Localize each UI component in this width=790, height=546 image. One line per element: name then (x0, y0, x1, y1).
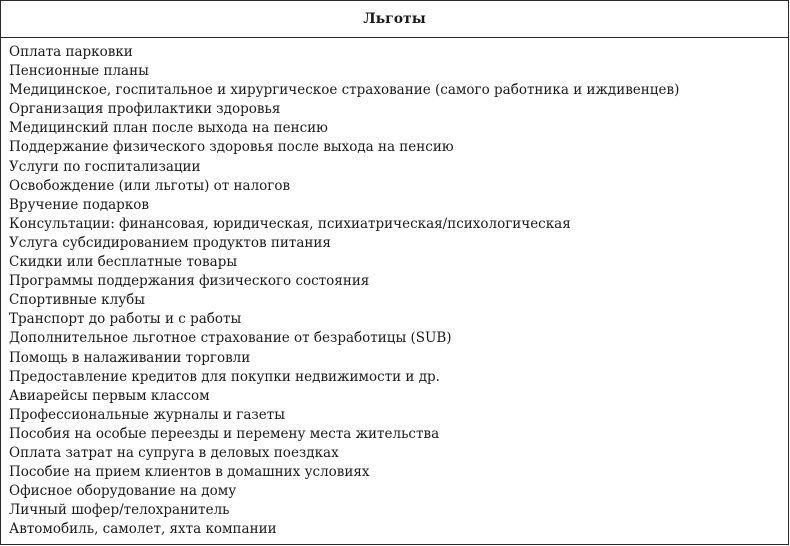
list-item: Офисное оборудование на дому (9, 483, 237, 500)
list-item: Пенсионные планы (9, 63, 149, 80)
list-item: Услуга субсидированием продуктов питания (9, 234, 331, 251)
table-header: Льготы (1, 1, 788, 38)
list-item: Программы поддержания физического состояния (9, 273, 370, 290)
list-item: Консультации: финансовая, юридическая, психиатрическая/психологическая (9, 215, 571, 232)
list-item: Поддержание физического здоровья после выхода на пенсию (9, 139, 454, 156)
list-item: Пособия на особые переезды и перемену места жительства (9, 425, 440, 442)
list-item: Медицинское, госпитальное и хирургическое страхование (самого работника и иждивенцев) (9, 82, 680, 99)
list-item: Авиарейсы первым классом (9, 387, 210, 404)
list-item: Автомобиль, самолет, яхта компании (9, 521, 277, 538)
list-item: Предоставление кредитов для покупки недвижимости и др. (9, 368, 440, 385)
list-item: Оплата затрат на супруга в деловых поездках (9, 444, 339, 461)
list-item: Организация профилактики здоровья (9, 101, 281, 118)
list-item: Транспорт до работы и с работы (9, 311, 242, 328)
list-item: Личный шофер/телохранитель (9, 502, 230, 519)
list-item: Услуги по госпитализации (9, 158, 201, 175)
list-item: Пособие на прием клиентов в домашних условиях (9, 464, 370, 481)
list-item: Медицинский план после выхода на пенсию (9, 120, 328, 137)
list-item: Вручение подарков (9, 196, 149, 213)
list-item: Скидки или бесплатные товары (9, 254, 238, 271)
list-item: Оплата парковки (9, 44, 133, 60)
list-item: Освобождение (или льготы) от налогов (9, 177, 291, 194)
benefits-list (1, 38, 788, 539)
list-item: Дополнительное льготное страхование от безработицы (SUB) (9, 330, 452, 347)
list-item: Профессиональные журналы и газеты (9, 406, 285, 423)
list-item: Помощь в налаживании торговли (9, 349, 251, 366)
list-item: Спортивные клубы (9, 292, 146, 309)
